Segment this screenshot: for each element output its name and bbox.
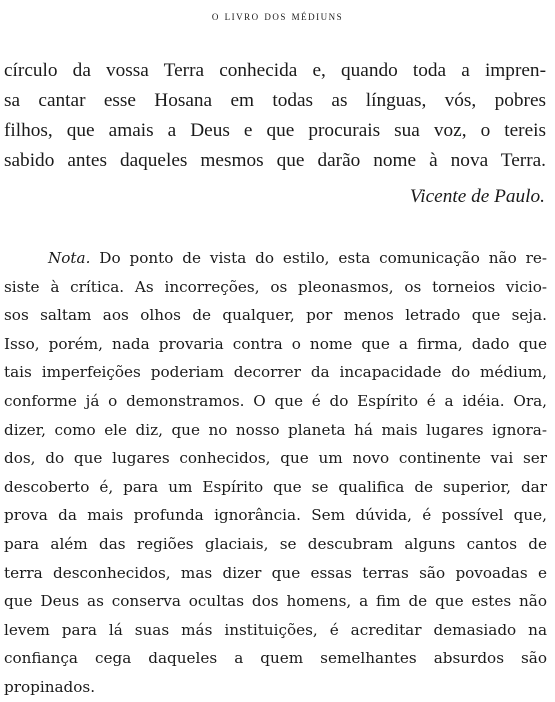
note-line: tais imperfeições poderiam decorrer da incapacidade do médium, <box>4 363 547 382</box>
note-first-line <box>4 244 547 273</box>
note-last-line: propinados. <box>4 677 96 696</box>
note-line: sos saltam aos olhos de qualquer, por menos letrado que seja. <box>4 306 547 325</box>
message-line: sa cantar esse Hosana em todas as línguas, vós, pobres <box>4 90 546 111</box>
note-line: Isso, porém, nada provaria contra o nome que a firma, dado que <box>4 334 547 353</box>
note-line: terra desconhecidos, mas dizer que essas terras são povoadas e <box>4 563 547 582</box>
message-line: círculo da vossa Terra conhecida e, quando toda a impren- <box>4 60 546 81</box>
spirit-message <box>4 56 546 176</box>
running-header: o livro dos médiuns <box>211 8 344 23</box>
note-line: dos, do que lugares conhecidos, que um novo continente vai ser <box>4 449 547 468</box>
message-line: filhos, que amais a Deus e que procurais sua voz, o tereis <box>4 120 546 141</box>
note-first-line-text: Do ponto de vista do estilo, esta comunicação não re- <box>90 249 547 267</box>
message-line: sabido antes daqueles mesmos que darão nome à nova Terra. <box>4 150 546 171</box>
note-line: descoberto é, para um Espírito que se qualifica de superior, dar <box>4 477 547 496</box>
note-line: conforme já o demonstramos. O que é do Espírito é a idéia. Ora, <box>4 391 547 410</box>
note-line: que Deus as conserva ocultas dos homens, a fim de que estes não <box>4 592 547 611</box>
note-line: levem para lá suas más instituições, é acreditar demasiado na <box>4 620 547 639</box>
note-line: dizer, como ele diz, que no nosso planeta há mais lugares ignora- <box>4 420 547 439</box>
note-label: Nota. <box>48 249 91 267</box>
note-line: para além das regiões glaciais, se descubram alguns cantos de <box>4 534 547 553</box>
note-line: siste à crítica. As incorreções, os pleonasmos, os torneios vicio- <box>4 277 547 296</box>
editor-note <box>4 244 547 702</box>
signature: Vicente de Paulo. <box>409 186 545 207</box>
note-line: prova da mais profunda ignorância. Sem dúvida, é possível que, <box>4 506 547 525</box>
note-line: confiança cega daqueles a quem semelhantes absurdos são <box>4 649 547 668</box>
